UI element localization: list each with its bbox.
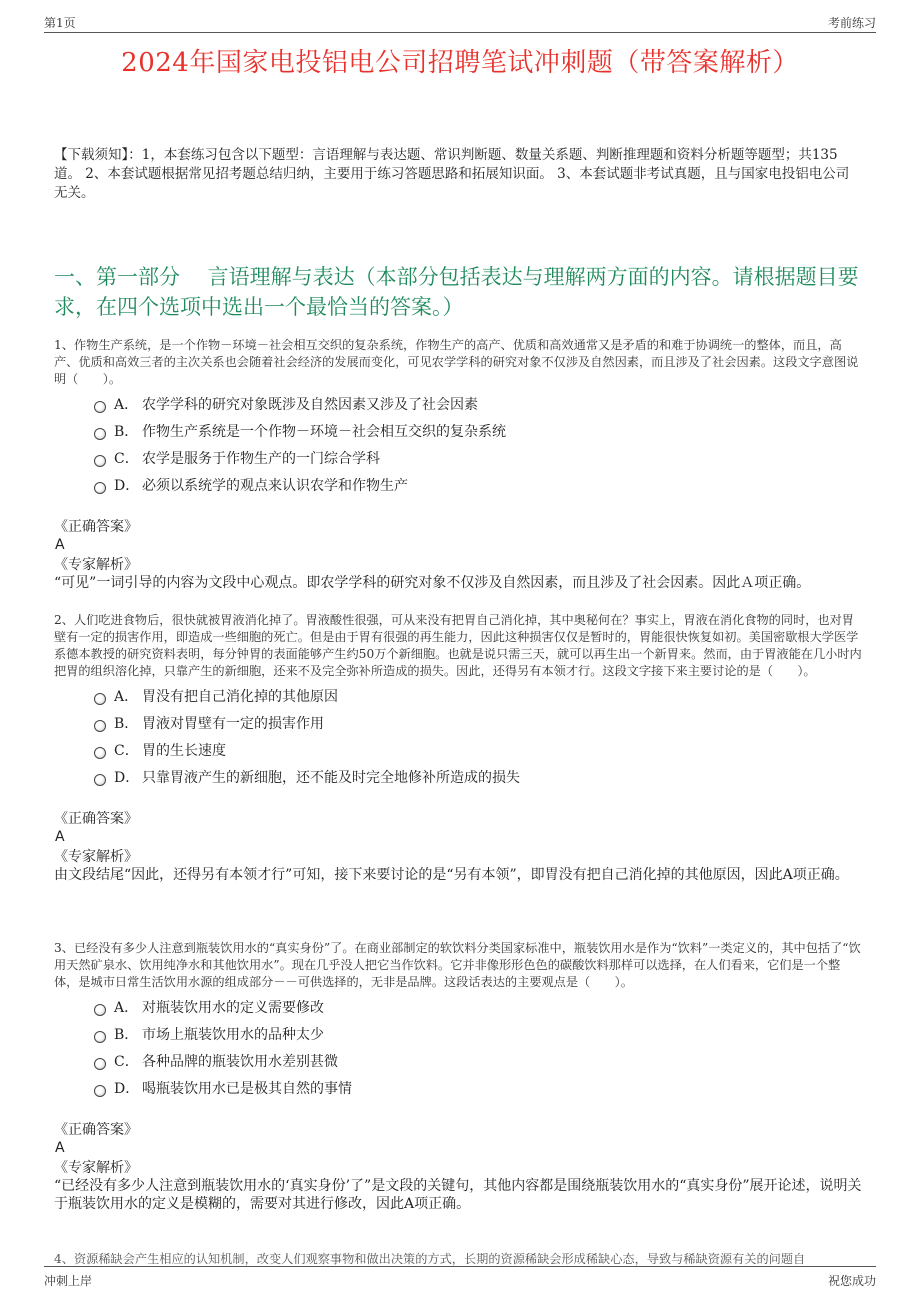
analysis-label: 《专家解析》 [54,1160,138,1176]
option-a[interactable]: A． 胃没有把自己消化掉的其他原因 [54,684,862,711]
option-list [54,995,862,1103]
option-list [54,684,862,792]
radio-icon[interactable] [94,401,106,413]
truncated-question-4: 4、资源稀缺会产生相应的认知机制，改变人们观察事物和做出决策的方式，长期的资源稀缺会形成稀缺心态，导致与稀缺资源有关的问题自 [54,1252,806,1266]
option-text: 喝瓶装饮用水已是极其自然的事情 [142,1081,352,1097]
question-stem: 3、已经没有多少人注意到瓶装饮用水的“真实身份”了。在商业部制定的软饮料分类国家标准中，瓶装饮用水是作为“饮料”一类定义的，其中包括了“饮用天然矿泉水、饮用纯净水和其他饮用水”。现在几乎没人把它当作饮料。它并非像形形色色的碳酸饮料那样可以选择，在人们看来，它们是一个整体，是城市日常生活饮用水源的组成部分－－可供选择的，无非是品牌。这段话表达的主要观点是（ ）。 [54,941,861,989]
option-text: 市场上瓶装饮用水的品种太少 [142,1027,324,1043]
option-c[interactable]: C． 胃的生长速度 [54,738,862,765]
option-b[interactable]: B． 胃液对胃壁有一定的损害作用 [54,711,862,738]
radio-icon[interactable] [94,747,106,759]
radio-icon[interactable] [94,720,106,732]
radio-icon[interactable] [94,428,106,440]
analysis-label: 《专家解析》 [54,849,138,865]
page-number: 第1页 [44,16,76,30]
analysis-label: 《专家解析》 [54,557,138,573]
answer-label: 《正确答案》 [54,811,138,827]
radio-icon[interactable] [94,1085,106,1097]
analysis-text: 由文段结尾“因此，还得另有本领才行”可知，接下来要讨论的是“另有本领”，即胃没有把自己消化掉的其他原因，因此A项正确。 [54,867,849,883]
page-header [44,14,876,32]
option-text: 必须以系统学的观点来认识农学和作物生产 [142,478,408,494]
option-text: 胃的生长速度 [142,743,226,759]
option-text: 农学是服务于作物生产的一门综合学科 [142,451,380,467]
download-notice: 【下载须知】：1，本套练习包含以下题型：言语理解与表达题、常识判断题、数量关系题、判断推理题和资料分析题等题型；共135道。 2、本套试题根据常见招考题总结归纳，主要用于练习答题思路和拓展知识面。 3、本套试题非考试真题，且与国家电投铝电公司无关。 [54,147,850,201]
option-c[interactable]: C． 农学是服务于作物生产的一门综合学科 [54,446,862,473]
question-stem: 2、人们吃进食物后，很快就被胃液消化掉了。胃液酸性很强，可从来没有把胃自己消化掉，其中奥秘何在？事实上，胃液在消化食物的同时，也对胃壁有一定的损害作用，即造成一些细胞的死亡。但是由于胃有很强的再生能力，因此这种损害仅仅是暂时的，胃能很快恢复如初。美国密歇根大学医学系德本教授的研究资料表明，每分钟胃的表面能够产生约50万个新细胞。也就是说只需三天，就可以再生出一个新胃来。然而，由于胃液能在几小时内把胃的组织溶化掉，只靠产生的新细胞，还来不及完全弥补所造成的损失。因此，还得另有本领才行。这段文字接下来主要讨论的是（ ）。 [54,613,862,678]
section-heading: 一、第一部分 言语理解与表达（本部分包括表达与理解两方面的内容。请根据题目要求，在四个选项中选出一个最恰当的答案。） [54,265,859,319]
question-2 [54,612,862,884]
option-a[interactable]: A． 农学学科的研究对象既涉及自然因素又涉及了社会因素 [54,392,862,419]
footer-divider [44,1266,876,1267]
option-text: 各种品牌的瓶装饮用水差别甚微 [142,1054,338,1070]
option-c[interactable]: C． 各种品牌的瓶装饮用水差别甚微 [54,1049,862,1076]
answer-label: 《正确答案》 [54,519,138,535]
option-list [54,392,862,500]
analysis-text: “已经没有多少人注意到瓶装饮用水的‘真实身份’了”是文段的关键句，其他内容都是围绕瓶装饮用水的“真实身份”展开论述，说明关于瓶装饮用水的定义是模糊的，需要对其进行修改，因此A项正确。 [54,1178,862,1212]
header-divider [44,32,876,33]
option-text: 作物生产系统是一个作物－环境－社会相互交织的复杂系统 [142,424,506,440]
option-b[interactable]: B． 作物生产系统是一个作物－环境－社会相互交织的复杂系统 [54,419,862,446]
footer-left: 冲刺上岸 [44,1274,93,1288]
option-text: 农学学科的研究对象既涉及自然因素又涉及了社会因素 [142,397,478,413]
answer-value: A [55,829,65,845]
analysis-text: “可见”一词引导的内容为文段中心观点。即农学学科的研究对象不仅涉及自然因素，而且涉及了社会因素。因此Ａ项正确。 [54,575,811,591]
radio-icon[interactable] [94,774,106,786]
question-stem: 1、作物生产系统，是一个作物－环境－社会相互交织的复杂系统，作物生产的高产、优质和高效通常又是矛盾的和难于协调统一的整体，而且，高产、优质和高效三者的主次关系也会随着社会经济的发展而变化，可见农学学科的研究对象不仅涉及自然因素，而且涉及了社会因素。这段文字意图说明（ ）。 [54,338,859,386]
option-d[interactable]: D． 喝瓶装饮用水已是极其自然的事情 [54,1076,862,1103]
option-a[interactable]: A． 对瓶装饮用水的定义需要修改 [54,995,862,1022]
option-b[interactable]: B． 市场上瓶装饮用水的品种太少 [54,1022,862,1049]
radio-icon[interactable] [94,1031,106,1043]
option-text: 胃没有把自己消化掉的其他原因 [142,689,338,705]
document-title: 2024年国家电投铝电公司招聘笔试冲刺题（带答案解析） [121,48,799,78]
header-label: 考前练习 [827,16,876,30]
radio-icon[interactable] [94,1058,106,1070]
radio-icon[interactable] [94,455,106,467]
footer-right: 祝您成功 [827,1274,876,1288]
option-text: 对瓶装饮用水的定义需要修改 [142,1000,324,1016]
question-1 [54,337,862,592]
answer-value: A [55,1140,65,1156]
answer-value: A [55,537,65,553]
radio-icon[interactable] [94,482,106,494]
question-3 [54,940,862,1213]
answer-label: 《正确答案》 [54,1122,138,1138]
radio-icon[interactable] [94,693,106,705]
option-text: 胃液对胃壁有一定的损害作用 [142,716,324,732]
option-d[interactable]: D． 只靠胃液产生的新细胞，还不能及时完全地修补所造成的损失 [54,765,862,792]
radio-icon[interactable] [94,1004,106,1016]
option-d[interactable]: D． 必须以系统学的观点来认识农学和作物生产 [54,473,862,500]
option-text: 只靠胃液产生的新细胞，还不能及时完全地修补所造成的损失 [142,770,520,786]
